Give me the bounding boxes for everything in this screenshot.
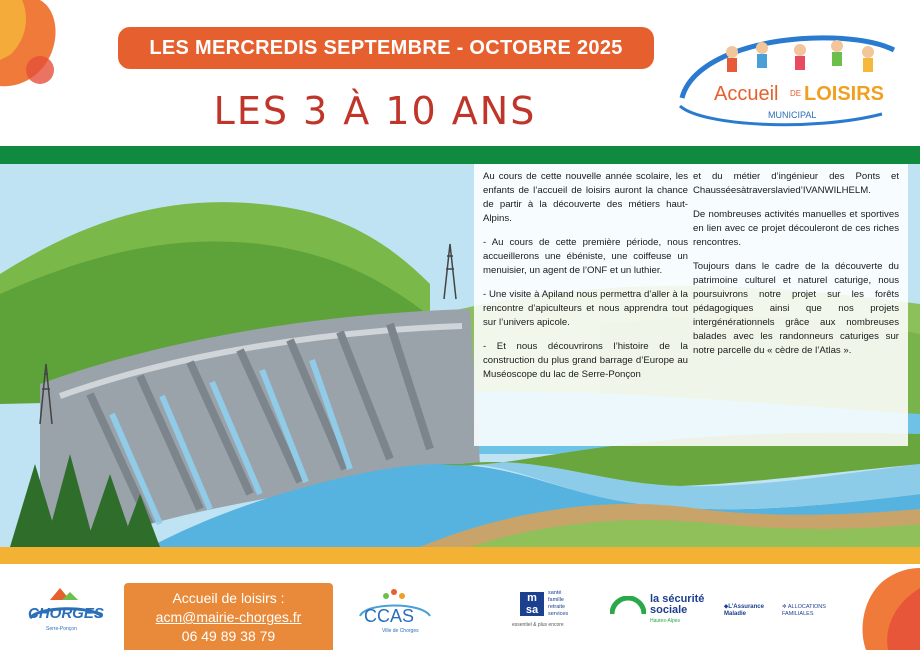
- contact-phone: 06 49 89 38 79: [181, 628, 276, 644]
- paragraph: De nombreuses activités manuelles et sportives en lien avec ce projet découleront de ces riches rencontres.: [693, 209, 899, 248]
- svg-text:Ville de Chorges: Ville de Chorges: [382, 628, 419, 634]
- description-column-left: [483, 170, 688, 392]
- caf-icon: ✲: [782, 604, 787, 610]
- paragraph: - Au cours de cette première période, nous accueillerons une ébéniste, une coiffeuse un menuisier, un agent de l’ONF et un luthier.: [483, 237, 688, 276]
- msa-logo: m sa santé famille retraite services essentiel & plus encore: [512, 590, 569, 628]
- ccas-logo: [352, 582, 436, 638]
- children-illustration-icon: [726, 40, 874, 72]
- accueil-loisirs-logo: [672, 28, 902, 132]
- svg-text:DE: DE: [790, 89, 802, 98]
- svg-text:CHORGES: CHORGES: [28, 605, 104, 622]
- green-divider-bar: [0, 146, 920, 164]
- contact-title: Accueil de loisirs :: [172, 590, 285, 606]
- assurance-maladie-icon: ⬥: [724, 604, 729, 610]
- age-range-title: LES 3 À 10 ANS: [213, 89, 537, 133]
- svg-text:Serre-Ponçon: Serre-Ponçon: [46, 626, 77, 632]
- svg-text:MUNICIPAL: MUNICIPAL: [768, 110, 817, 120]
- decorative-blob-top-left: [0, 0, 60, 90]
- caf-logo: ✲ ALLOCATIONS FAMILIALES: [782, 604, 826, 617]
- paragraph: - Une visite à Apiland nous permettra d’aller à la rencontre d’apiculteurs et nous apprendra tout sur l’univers apicole.: [483, 289, 688, 328]
- decorative-blob-bottom-right: [858, 568, 920, 650]
- securite-sociale-arc-icon: [610, 596, 646, 616]
- chorges-logo: [20, 582, 110, 638]
- assurance-maladie-logo: ⬥L'Assurance Maladie: [724, 604, 764, 617]
- description-column-right: [693, 170, 899, 368]
- paragraph: Au cours de cette nouvelle année scolaire, les enfants de l’accueil de loisirs auront la chance de partir à la découverte des métiers haut-Alpins.: [483, 171, 688, 224]
- paragraph: - Et nous découvrirons l’histoire de la construction du plus grand barrage d’Europe au Muséoscope du lac de Serre-Ponçon: [483, 341, 688, 380]
- paragraph: et du métier d’ingénieur des Ponts et Chausséesàtraverslavied’IVANWILHELM.: [693, 171, 899, 196]
- svg-text:LOISIRS: LOISIRS: [804, 83, 885, 105]
- dates-banner: LES MERCREDIS SEPTEMBRE - OCTOBRE 2025: [118, 27, 654, 69]
- orange-divider-strip: [0, 547, 920, 564]
- contact-email-link[interactable]: acm@mairie-chorges.fr: [155, 609, 302, 625]
- logo-accueil-text: Accueil: [714, 83, 779, 105]
- svg-text:CCAS: CCAS: [364, 606, 415, 626]
- paragraph: Toujours dans le cadre de la découverte du patrimoine culturel et naturel caturige, nous poursuivrons notre projet sur les forêts pédagogiques ainsi que nos projets intergénérationnels grâce aux nombreuses balades avec les randonneurs caturiges sur notre parcelle du « cèdre de l’Atlas ».: [693, 261, 899, 356]
- securite-sociale-logo: la sécurité sociale Hautes-Alpes: [610, 592, 714, 632]
- msa-icon: m sa: [520, 592, 544, 616]
- contact-box: [124, 583, 333, 650]
- description-panel: [474, 164, 908, 446]
